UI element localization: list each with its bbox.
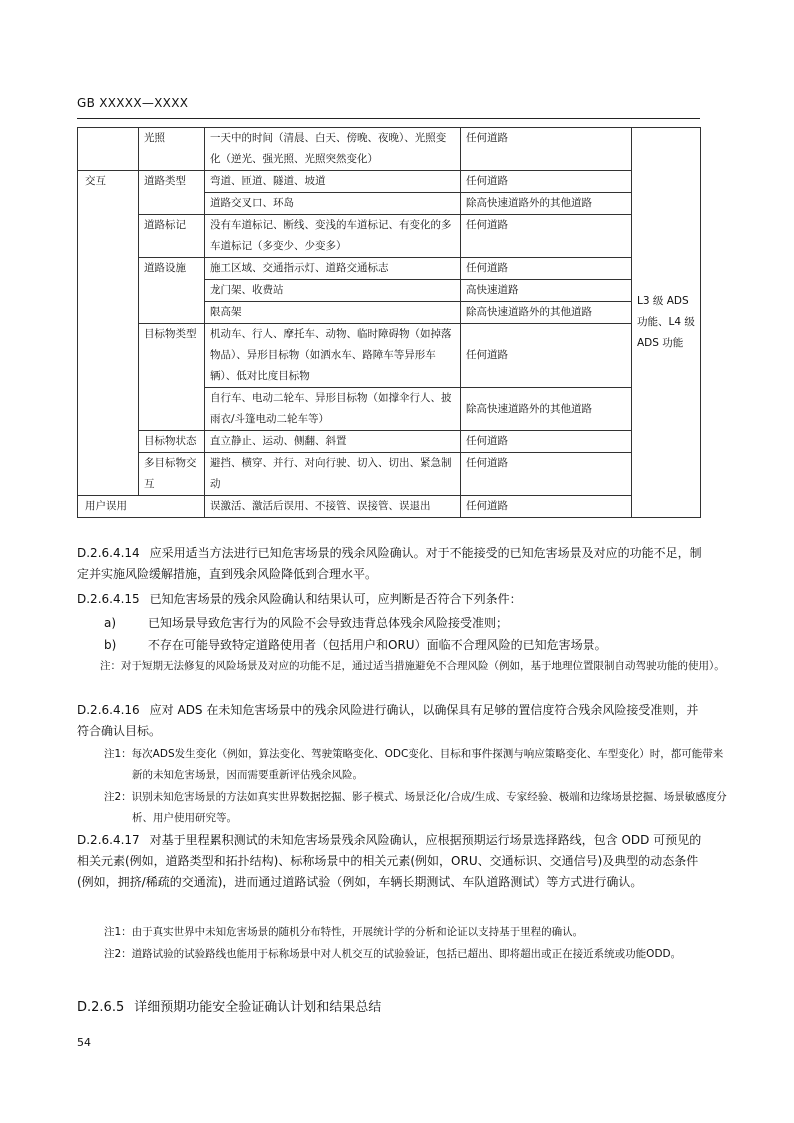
clause-text: 应对 ADS 在未知危害场景中的残余风险进行确认，以确保具有足够的置信度符合残余风险接受准则，并符合确认目标。 xyxy=(77,703,699,738)
section-title: 详细预期功能安全验证确认计划和结果总结 xyxy=(134,1000,382,1015)
note-d26416-1: 注1：每次ADS发生变化（例如，算法变化、驾驶策略变化、ODC变化、目标和事件探测与响应策略变化、车型变化）时，都可能带来新的未知危害场景，因而需要重新评估残余风险。 xyxy=(104,748,724,781)
paragraph-d26414 xyxy=(77,543,702,585)
table-cell: 没有车道标记、断线、变浅的车道标记、有变化的多车道标记（多变少、少变多） xyxy=(205,215,461,258)
clause-number: D.2.6.4.17 xyxy=(77,833,140,847)
table-cell: 任何道路 xyxy=(461,171,632,193)
note-d26417-2: 注2：道路试验的试验路线也能用于标称场景中对人机交互的试验验证，包括已超出、即将超出或正在接近系统或功能ODD。 xyxy=(104,948,682,960)
table-cell: 弯道、匝道、隧道、坡道 xyxy=(205,171,461,193)
clause-number: D.2.6.4.14 xyxy=(77,546,140,560)
clause-text: 应采用适当方法进行已知危害场景的残余风险确认。对于不能接受的已知危害场景及对应的功能不足，制定并实施风险缓解措施，直到残余风险降低到合理水平。 xyxy=(77,546,702,581)
table-cell: 光照 xyxy=(139,128,205,171)
list-item-a: 已知场景导致危害行为的风险不会导致违背总体残余风险接受准则； xyxy=(148,616,509,630)
table-cell: 任何道路 xyxy=(461,215,632,258)
table-cell: 除高快速道路外的其他道路 xyxy=(461,193,632,215)
table-cell: 目标物类型 xyxy=(139,324,205,431)
clause-text: 已知危害场景的残余风险确认和结果认可，应判断是否符合下列条件： xyxy=(149,592,522,606)
table-row xyxy=(78,431,701,453)
list-marker-b: b) xyxy=(104,638,117,652)
clause-number: D.2.6.4.16 xyxy=(77,703,140,717)
table-row xyxy=(78,453,701,496)
clause-number: D.2.6.4.15 xyxy=(77,592,140,606)
table-row xyxy=(78,324,701,388)
table-cell: 一天中的时间（清晨、白天、傍晚、夜晚）、光照变化（逆光、强光照、光照突然变化） xyxy=(205,128,461,171)
list-marker-a: a) xyxy=(104,616,117,630)
paragraph-d26417 xyxy=(77,830,702,893)
table-cell: 道路标记 xyxy=(139,215,205,258)
section-number: D.2.6.5 xyxy=(77,1000,125,1015)
table-row xyxy=(78,215,701,258)
note-d26415: 注：对于短期无法修复的风险场景及对应的功能不足，通过适当措施避免不合理风险（例如，基于地理位置限制自动驾驶功能的使用）。 xyxy=(100,660,725,672)
table-row xyxy=(78,496,701,518)
table-row xyxy=(78,258,701,280)
note-d26416-2: 注2：识别未知危害场景的方法如真实世界数据挖掘、影子模式、场景泛化/合成/生成、专家经验、极端和边缘场景挖掘、场景敏感度分析、用户使用研究等。 xyxy=(104,791,727,824)
list-item-b: 不存在可能导致特定道路使用者（包括用户和ORU）面临不合理风险的已知危害场景。 xyxy=(148,638,607,652)
paragraph-d26415 xyxy=(77,589,702,610)
table-cell: 除高快速道路外的其他道路 xyxy=(461,388,632,431)
table-cell: 施工区域、交通指示灯、道路交通标志 xyxy=(205,258,461,280)
table-cell: 任何道路 xyxy=(461,324,632,388)
section-heading xyxy=(77,997,381,1019)
table-cell: 高快速道路 xyxy=(461,280,632,302)
table-cell: 机动车、行人、摩托车、动物、临时障碍物（如掉落物品）、异形目标物（如洒水车、路障车等异形车辆）、低对比度目标物 xyxy=(205,324,461,388)
table-cell: 龙门架、收费站 xyxy=(205,280,461,302)
paragraph-d26416 xyxy=(77,700,702,742)
table-cell: 道路类型 xyxy=(139,171,205,215)
table-cell: 目标物状态 xyxy=(139,431,205,453)
applicable-function-cell: L3 级 ADS 功能、L4 级 ADS 功能 xyxy=(632,128,701,518)
clause-text: 对基于里程累积测试的未知危害场景残余风险确认，应根据预期运行场景选择路线，包含 ODD 可预见的相关元素(例如，道路类型和拓扑结构)、标称场景中的相关元素(例如，ORU、交通标识、交通信号)及典型的动态条件(例如，拥挤/稀疏的交通流)，进而通过道路试验（例如，车辆长期测试、车队道路测试）等方式进行确认。 xyxy=(77,833,702,889)
table-cell: 除高快速道路外的其他道路 xyxy=(461,302,632,324)
table-cell: 限高架 xyxy=(205,302,461,324)
table-cell: 道路设施 xyxy=(139,258,205,324)
table-cell: 任何道路 xyxy=(461,496,632,518)
table-cell: 道路交叉口、环岛 xyxy=(205,193,461,215)
table-cell: 任何道路 xyxy=(461,431,632,453)
document-code: GB XXXXX—XXXX xyxy=(77,96,189,110)
note-d26417-1: 注1：由于真实世界中未知危害场景的随机分布特性，开展统计学的分析和论证以支持基于里程的确认。 xyxy=(104,926,584,938)
table-cell: 任何道路 xyxy=(461,128,632,171)
scenario-table xyxy=(77,127,701,518)
category-cell-interaction: 交互 xyxy=(78,171,139,496)
table-cell: 误激活、激活后误用、不接管、误接管、误退出 xyxy=(205,496,461,518)
table-row xyxy=(78,171,701,193)
table-cell: 自行车、电动二轮车、异形目标物（如撑伞行人、披雨衣/斗篷电动二轮车等） xyxy=(205,388,461,431)
table-cell: 直立静止、运动、侧翻、斜置 xyxy=(205,431,461,453)
category-cell-misuse: 用户误用 xyxy=(78,496,205,518)
table-cell xyxy=(78,128,139,171)
header-rule xyxy=(77,118,700,119)
table-cell: 任何道路 xyxy=(461,258,632,280)
table-cell: 避挡、横穿、并行、对向行驶、切入、切出、紧急制动 xyxy=(205,453,461,496)
page-number: 54 xyxy=(77,1036,91,1049)
table-cell: 多目标物交互 xyxy=(139,453,205,496)
table-cell: 任何道路 xyxy=(461,453,632,496)
table-row xyxy=(78,128,701,171)
